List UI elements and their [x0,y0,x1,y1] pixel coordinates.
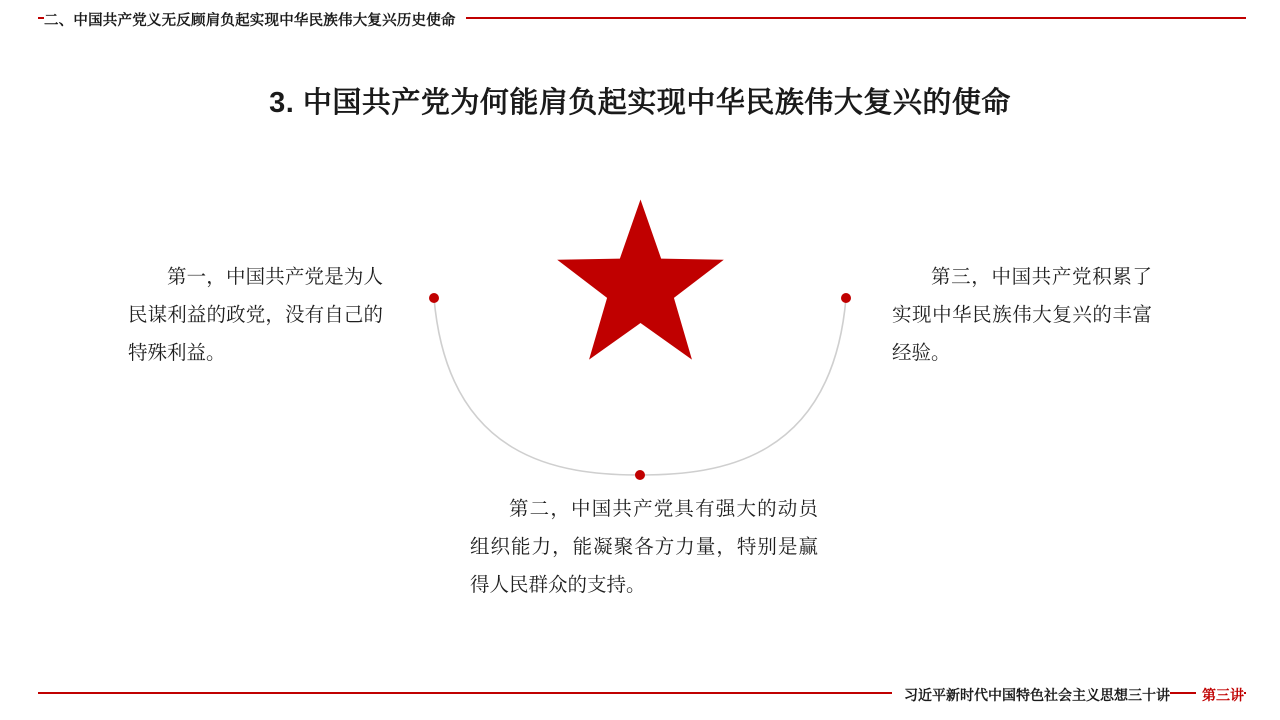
footer-source: 习近平新时代中国特色社会主义思想三十讲 [892,685,1170,705]
diagram-area [0,170,1280,650]
red-star-icon [553,195,728,365]
section-title: 二、中国共产党义无反顾肩负起实现中华民族伟大复兴历史使命 [44,13,466,29]
page-title: 3. 中国共产党为何能肩负起实现中华民族伟大复兴的使命 [269,87,1011,119]
point-three-text: 第三，中国共产党积累了实现中华民族伟大复兴的丰富经验。 [892,266,1152,364]
slide-header [0,0,1280,42]
arc-node-bottom [635,470,645,480]
point-one-text: 第一，中国共产党是为人民谋利益的政党，没有自己的特殊利益。 [128,266,383,364]
arc-node-left [429,293,439,303]
arc-node-right [841,293,851,303]
point-two-text: 第二，中国共产党具有强大的动员组织能力，能凝聚各方力量，特别是赢得人民群众的支持。 [470,498,818,596]
slide-footer [0,664,1280,720]
footer-lecture-label: 第三讲 [1196,685,1244,705]
